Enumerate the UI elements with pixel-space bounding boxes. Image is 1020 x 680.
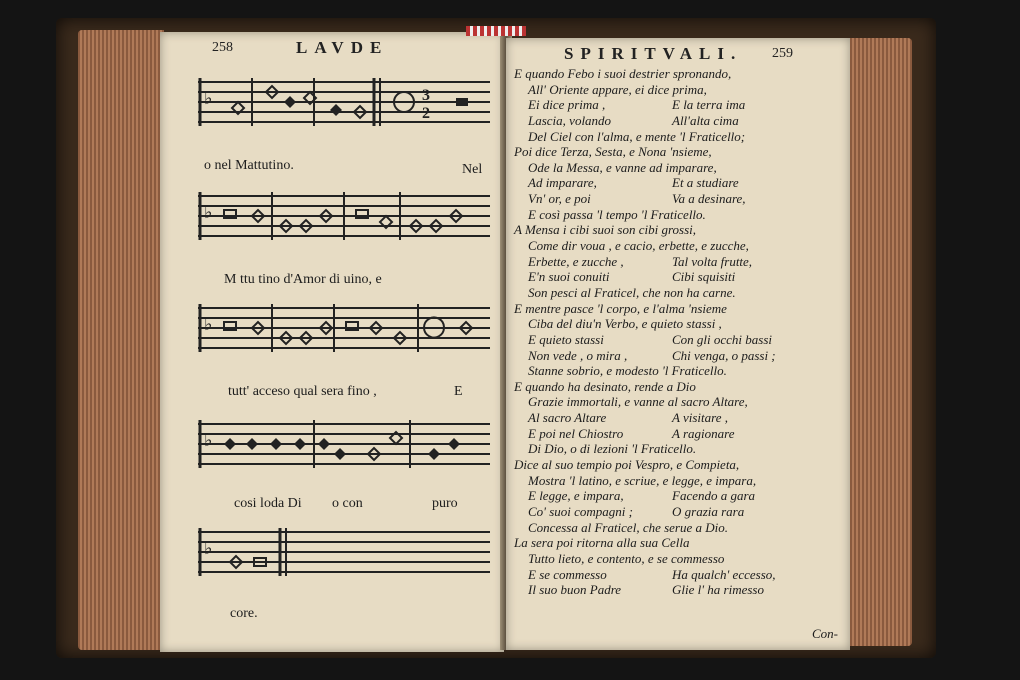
poem-line-part-1: E così passa 'l tempo 'l Fraticello. [528, 206, 706, 222]
poem-line-part-1: Del Ciel con l'alma, e mente 'l Fraticello; [528, 128, 746, 144]
poem-line [514, 551, 846, 567]
poem-line-part-2: Facendo a gara [672, 488, 756, 504]
poem-line [514, 175, 846, 191]
lyric-line-2: Nel [462, 162, 483, 177]
poem-line [514, 441, 846, 457]
poem-line-part-1: Vn' or, e poi [528, 191, 591, 207]
poem-line-part-1: Concessa al Fraticel, che serue a Dio. [528, 519, 729, 535]
svg-text:♭: ♭ [204, 430, 213, 450]
poem-line-part-1: E'n suoi conuiti [528, 269, 610, 285]
poem-line [514, 316, 846, 332]
poem-line [514, 82, 846, 98]
poem-line-part-1: E mentre pasce 'l corpo, e l'alma 'nsieme [514, 300, 727, 316]
poem-line [514, 457, 846, 473]
poem-line [514, 207, 846, 223]
left-running-head: LAVDE [296, 38, 389, 57]
music-staff-5 [194, 518, 494, 584]
left-page-number: 258 [212, 40, 233, 55]
poem-line [514, 332, 846, 348]
poem-line [514, 535, 846, 551]
svg-text:2: 2 [422, 105, 430, 122]
poem-line-part-1: Tutto lieto, e contento, e se commesso [528, 550, 725, 566]
poem-line [514, 488, 846, 504]
poem-line [514, 113, 846, 129]
poem-line-part-2: Chi venga, o passi ; [672, 347, 776, 363]
poem-line [514, 66, 846, 82]
lyric-line-5: E [454, 384, 463, 399]
right-page [506, 38, 850, 650]
poem-line-part-1: E quando Febo i suoi destrier spronando, [514, 66, 732, 81]
poem-line [514, 567, 846, 583]
poem-line-part-1: Non vede , o mira , [528, 347, 628, 363]
poem-line [514, 222, 846, 238]
poem-line [514, 426, 846, 442]
poem-line [514, 473, 846, 489]
right-page-number: 259 [772, 46, 793, 61]
poem-line-part-2: All'alta cima [672, 112, 739, 128]
poem-line-part-2: Con gli occhi bassi [672, 331, 773, 347]
right-running-head: SPIRITVALI. [564, 44, 743, 63]
poem-line-part-1: E quieto stassi [528, 331, 604, 347]
bookmark-ribbon [466, 26, 526, 36]
poem-line-part-1: Come dir voua , e cacio, erbette, e zucche, [528, 238, 749, 254]
lyric-line-3: M ttu tino d'Amor di uino, e [224, 272, 382, 287]
poem-line-part-2: Et a studiare [672, 175, 739, 191]
poem-line [514, 238, 846, 254]
poem-line-part-1: Ei dice prima , [528, 97, 606, 113]
page-edges-right [848, 38, 912, 646]
poem-line-part-2: Glie l' ha rimesso [672, 582, 764, 598]
poem-line-part-1: Grazie immortali, e vanne al sacro Altare, [528, 394, 748, 410]
poem-line-part-1: Dice al suo tempio poi Vespro, e Compieta, [514, 457, 740, 473]
poem-line-part-1: Co' suoi compagni ; [528, 503, 633, 519]
poem-line [514, 254, 846, 270]
lyric-line-9: core. [230, 606, 258, 621]
poem-line [514, 269, 846, 285]
poem-line-part-1: Lascia, volando [528, 112, 612, 128]
poem-line-part-2: Va a desinare, [672, 191, 746, 207]
poem-line-part-1: E se commesso [528, 566, 607, 582]
lyric-line-1: o nel Mattutino. [204, 158, 294, 173]
poem-line [514, 410, 846, 426]
catchword: Con- [812, 626, 838, 641]
lyric-line-7: o con [332, 496, 363, 511]
poem-line-part-2: O grazia rara [672, 503, 745, 519]
lyric-line-4: tutt' acceso qual sera fino , [228, 384, 377, 399]
poem-line [514, 191, 846, 207]
poem-line [514, 394, 846, 410]
poem-line-part-1: Mostra 'l latino, e scriue, e legge, e impara, [528, 472, 757, 488]
poem-text [514, 66, 846, 598]
poem-line-part-1: Stanne sobrio, e modesto 'l Fraticello. [528, 363, 727, 379]
poem-line-part-2: A visitare , [672, 410, 728, 426]
poem-line-part-1: Erbette, e zucche , [528, 253, 624, 269]
poem-line-part-1: Al sacro Altare [528, 410, 607, 426]
poem-line-part-1: Ode la Messa, e vanne ad imparare, [528, 159, 717, 175]
poem-line [514, 129, 846, 145]
poem-line-part-1: Poi dice Terza, Sesta, e Nona 'nsieme, [514, 144, 712, 160]
svg-text:♭: ♭ [204, 314, 213, 334]
music-staff-2 [194, 182, 494, 248]
poem-line-part-2: Ha qualch' eccesso, [672, 566, 776, 582]
poem-line [514, 144, 846, 160]
poem-line-part-1: La sera poi ritorna alla sua Cella [514, 535, 690, 551]
svg-text:♭: ♭ [204, 88, 213, 108]
poem-line [514, 379, 846, 395]
lyric-line-8: puro [432, 496, 458, 511]
music-staff-1 [194, 68, 494, 134]
poem-line-part-1: E legge, e impara, [528, 488, 624, 504]
poem-line-part-1: A Mensa i cibi suoi son cibi grossi, [514, 222, 696, 238]
poem-line [514, 301, 846, 317]
poem-line-part-1: Ciba del diu'n Verbo, e quieto stassi , [528, 316, 722, 332]
poem-line [514, 348, 846, 364]
svg-text:♭: ♭ [204, 538, 213, 558]
svg-text:3: 3 [422, 87, 430, 104]
svg-text:♭: ♭ [204, 202, 213, 222]
poem-line-part-2: E la terra ima [672, 97, 746, 113]
poem-line-part-1: Son pesci al Fraticel, che non ha carne. [528, 284, 736, 300]
left-page [160, 32, 504, 652]
music-staff-3 [194, 294, 494, 360]
poem-line-part-1: Di Dio, o di lezioni 'l Fraticello. [528, 441, 697, 457]
page-edges-left [78, 30, 164, 650]
poem-line-part-1: Ad imparare, [528, 175, 597, 191]
lyric-line-6: cosi loda Di [234, 496, 302, 511]
poem-line-part-2: Tal volta frutte, [672, 253, 753, 269]
poem-line [514, 160, 846, 176]
music-staff-4 [194, 410, 494, 476]
poem-line-part-1: Il suo buon Padre [528, 582, 622, 598]
poem-line [514, 285, 846, 301]
poem-line-part-1: E quando ha desinato, rende a Dio [514, 378, 696, 394]
poem-line [514, 504, 846, 520]
poem-line [514, 520, 846, 536]
poem-line [514, 582, 846, 598]
poem-line-part-2: Cibi squisiti [672, 269, 736, 285]
poem-line [514, 363, 846, 379]
poem-line-part-1: All' Oriente appare, ei dice prima, [528, 81, 707, 97]
poem-line-part-2: A ragionare [672, 425, 735, 441]
poem-line-part-1: E poi nel Chiostro [528, 425, 624, 441]
poem-line [514, 97, 846, 113]
